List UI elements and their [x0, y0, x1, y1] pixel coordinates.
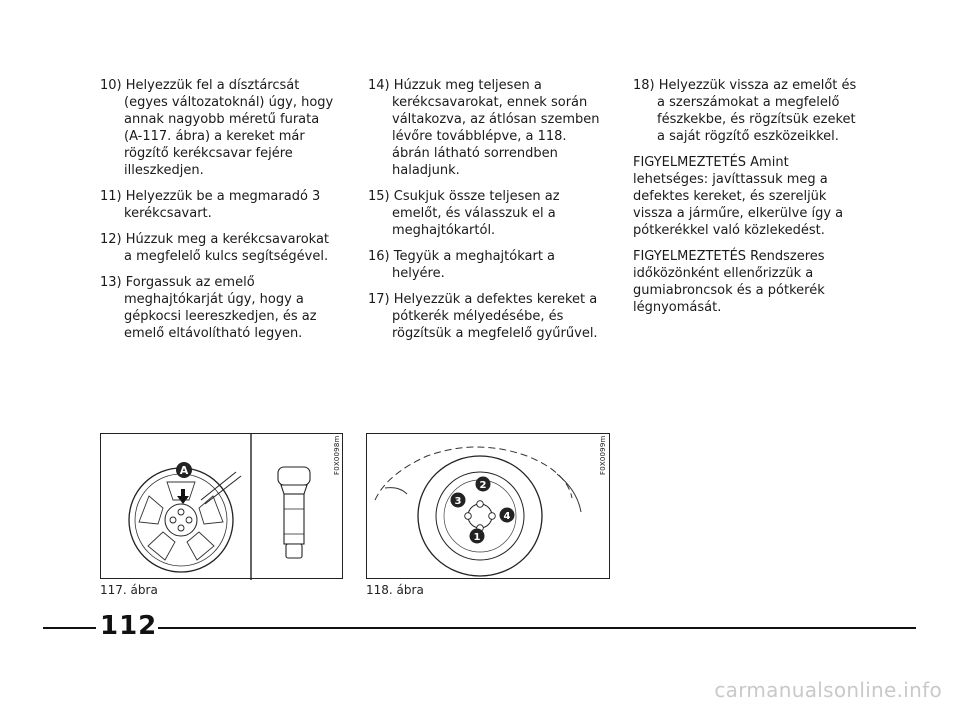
figure-code-117: F0X0098m	[333, 435, 341, 475]
footer-rule-right	[158, 627, 916, 629]
step-11: 11) Helyezzük be a megmaradó 3 kerékcsavart.	[100, 189, 321, 221]
step-18: 18) Helyezzük vissza az emelőt és a szerszámokat a megfelelő fészkekbe, és rögzítsük ezeket a saját rögzítő eszközeikkel.	[633, 78, 857, 144]
wheel-tightening-illustration	[367, 434, 611, 580]
bolt-label-2: 2	[479, 480, 487, 491]
step-12: 12) Húzzuk meg a kerékcsavarokat a megfelelő kulcs segítségével.	[100, 232, 330, 264]
step-15: 15) Csukjuk össze teljesen az emelőt, és válasszuk el a meghajtókartól.	[368, 189, 560, 238]
caption-118: 118. ábra	[366, 583, 424, 597]
figure-118	[366, 433, 610, 579]
warning-repair: FIGYELMEZTETÉS Amint lehetséges: javíttassuk meg a defektes kereket, és szereljük vissza a járműre, elkerülve így a pótkerékkel való közlekedést.	[633, 155, 844, 238]
step-14: 14) Húzzuk meg teljesen a kerékcsavarokat, ennek során váltakozva, az átlósan szemben lévőre továbblépve, a 118. ábrán látható sorrendben haladjunk.	[368, 78, 600, 178]
caption-117: 117. ábra	[100, 583, 158, 597]
text-column-2	[368, 77, 604, 351]
step-16: 16) Tegyük a meghajtókart a helyére.	[368, 249, 556, 281]
figure-code-118: F0X0099m	[599, 435, 607, 475]
bolt-label-4: 4	[503, 511, 511, 522]
step-10: 10) Helyezzük fel a dísztárcsát (egyes változatoknál) úgy, hogy annak nagyobb méretű furata (A-117. ábra) a kereket már rögzítő kerékcsavar fejére illeszkedjen.	[100, 78, 334, 178]
wheel-cover-illustration	[101, 434, 344, 580]
watermark: carmanualsonline.info	[714, 678, 942, 702]
page-number: 112	[100, 611, 158, 641]
text-column-1	[100, 77, 340, 351]
bolt-label-1: 1	[473, 532, 481, 543]
figure-117	[100, 433, 343, 579]
text-column-3	[633, 77, 863, 325]
label-a: A	[179, 464, 189, 477]
bolt-label-3: 3	[454, 496, 462, 507]
step-13: 13) Forgassuk az emelő meghajtókarját úgy, hogy a gépkocsi leereszkedjen, és az emelő eltávolítható legyen.	[100, 275, 317, 341]
step-17: 17) Helyezzük a defektes kereket a pótkerék mélyedésébe, és rögzítsük a megfelelő gyűrűvel.	[368, 292, 598, 341]
footer-rule-left	[43, 627, 96, 629]
warning-pressure: FIGYELMEZTETÉS Rendszeres időközönként ellenőrizzük a gumiabroncsok és a pótkerék légnyomását.	[633, 249, 825, 315]
